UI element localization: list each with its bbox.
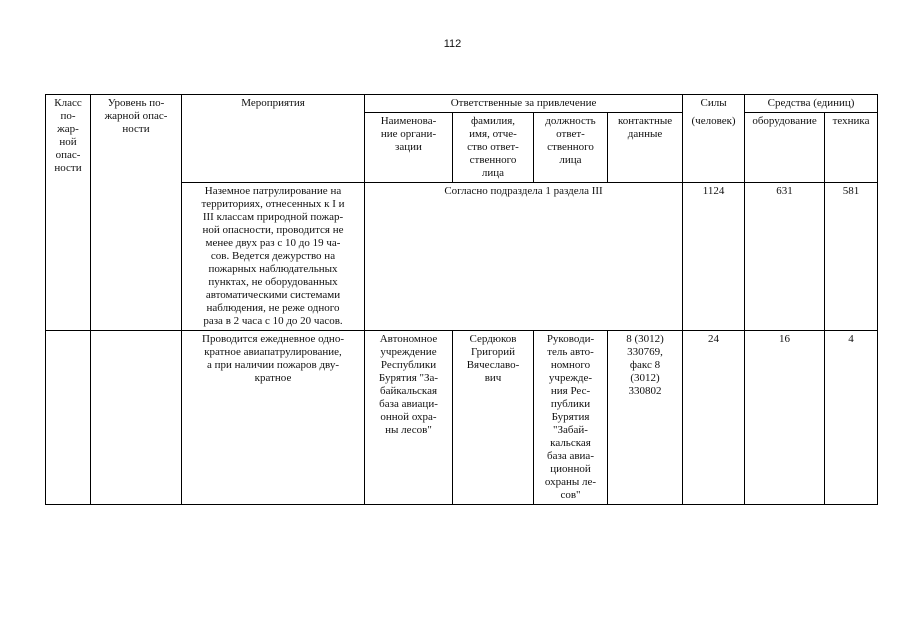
header-machinery: техника xyxy=(825,113,878,183)
row-2-measure: Проводится ежедневное одно- кратное авиапатрулирование, а при наличии пожаров дву- кратное xyxy=(182,331,365,505)
table-row xyxy=(46,331,878,505)
header-equipment: оборудование xyxy=(745,113,825,183)
header-responsible: Ответственные за привлечение xyxy=(365,95,683,113)
header-org-name: Наименова- ние органи- зации xyxy=(365,113,453,183)
header-forces-unit: (человек) xyxy=(683,113,745,183)
header-class: Класс по- жар- ной опас- ности xyxy=(46,95,91,331)
row-1-measure: Наземное патрулирование на территориях, отнесенных к I и III классам природной пожар- ной опасности, проводится не менее двух раз с 10 до 19 ча- сов. Ведется дежурство на пожарных наблюдательных пунктах, не оборудованных автоматическими системами наблюдения, не реже одного раза в 2 часа с 10 до 20 часов. xyxy=(182,183,365,331)
header-contacts: контактные данные xyxy=(608,113,683,183)
row-2-class xyxy=(46,331,91,505)
row-1-equipment: 631 xyxy=(745,183,825,331)
row-1-responsible: Согласно подраздела 1 раздела III xyxy=(365,183,683,331)
header-means: Средства (единиц) xyxy=(745,95,878,113)
header-forces: Силы xyxy=(683,95,745,113)
header-position: должность ответ- ственного лица xyxy=(534,113,608,183)
header-measures: Мероприятия xyxy=(182,95,365,183)
row-2-person-name: Сердюков Григорий Вячеславо- вич xyxy=(453,331,534,505)
header-level: Уровень по- жарной опас- ности xyxy=(91,95,182,331)
row-1-machinery: 581 xyxy=(825,183,878,331)
fire-response-table xyxy=(45,94,878,505)
row-2-machinery: 4 xyxy=(825,331,878,505)
table-header-row-1 xyxy=(46,95,878,113)
row-2-position: Руководи- тель авто- номного учрежде- ния Рес- публики Бурятия "Забай- кальская база авиа- ционной охраны ле- сов" xyxy=(534,331,608,505)
row-2-forces: 24 xyxy=(683,331,745,505)
row-1-forces: 1124 xyxy=(683,183,745,331)
header-person-name: фамилия, имя, отче- ство ответ- ственного лица xyxy=(453,113,534,183)
row-2-equipment: 16 xyxy=(745,331,825,505)
row-2-contacts: 8 (3012) 330769, факс 8 (3012) 330802 xyxy=(608,331,683,505)
page-number: 112 xyxy=(443,38,462,50)
row-2-org-name: Автономное учреждение Республики Бурятия "За- байкальская база авиаци- онной охра- ны лесов" xyxy=(365,331,453,505)
row-2-level xyxy=(91,331,182,505)
